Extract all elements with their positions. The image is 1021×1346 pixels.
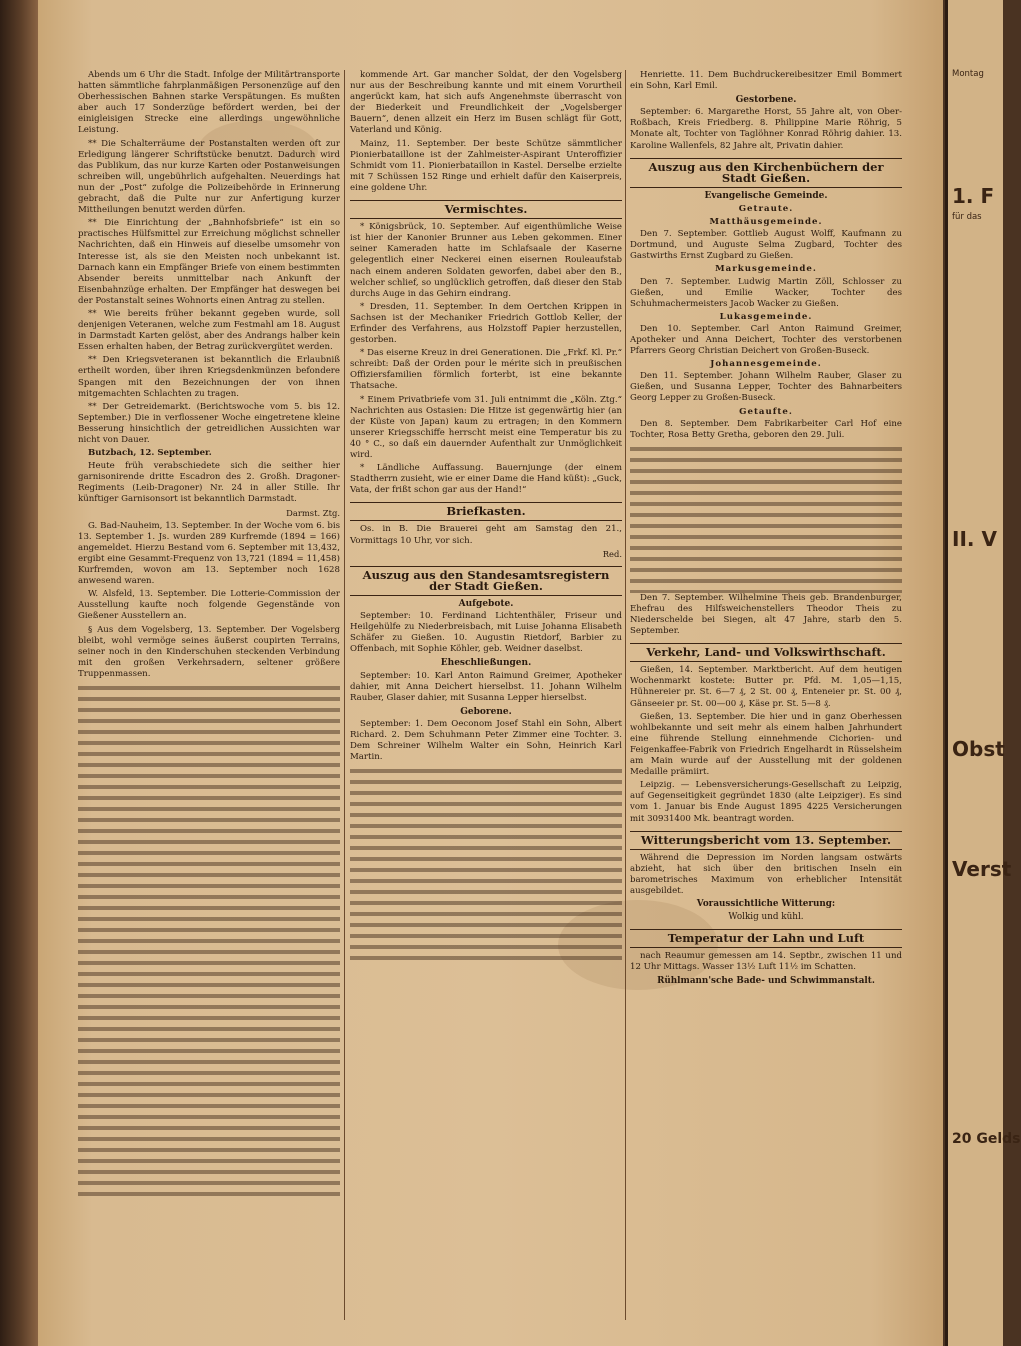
subheading-geborene: Geborene. [460, 706, 512, 717]
register-entry: September: 10. Ferdinand Lichtenthäler, Friseur und Heilgehülfe zu Niederbreisbach, mit Luise Johanna Elisabeth Schäfer zu Gießen. 10. Augustin Rietdorf, Barbier zu Offenbach, mit Sophie Köhler, geb. Weidner daselbst. [350, 611, 622, 655]
article-paragraph: Mainz, 11. September. Der beste Schütze sämmtlicher Pionierbataillone ist der Zahlmeister-Aspirant Unteroffizier Schmidt vom 11. Pionierbataillon in Kastel. Derselbe erzielte mit 7 Schüssen 152 Ringe und erhielt dafür den Kaiserpreis, eine goldene Uhr. [350, 138, 622, 193]
article-paragraph: Heute früh verabschiedete sich die seither hier garnisonirende dritte Escadron des 2. Großh. Dragoner-Regiments (Leib-Dragoner) Nr. 24 in aller Stille. Ihr künftiger Garnisonsort ist bekanntlich Darmstadt. [78, 461, 340, 505]
parish-name: Johannesgemeinde. [710, 359, 822, 370]
section-heading-verkehr: Verkehr, Land- und Volkswirthschaft. [630, 643, 902, 662]
article-paragraph: nach Reaumur gemessen am 14. Septbr., zwischen 11 und 12 Uhr Mittags. Wasser 13½ Luft 11½ im Schatten. [630, 951, 902, 973]
section-heading-temperatur: Temperatur der Lahn und Luft [630, 929, 902, 948]
column-3 [630, 70, 902, 1325]
article-paragraph: * Dresden, 11. September. In dem Oertchen Krippen in Sachsen ist der Mechaniker Friedrich Gottlob Keller, der Erfinder des Verfahrens, aus Holzstoff Papier herzustellen, gestorben. [350, 301, 622, 346]
article-paragraph: Leipzig. — Lebensversicherungs-Gesellschaft zu Leipzig, auf Gegenseitigkeit gegründet 1830 (alte Leipziger). Es sind vom 1. Januar bis Ende August 1895 4225 Versicherungen mit 30931400 Mk. beantragt worden. [630, 780, 902, 824]
section-heading-vermischtes: Vermischtes. [350, 200, 622, 219]
article-source: Red. [602, 548, 622, 559]
subheading-getraute: Getraute. [738, 203, 794, 214]
article-paragraph: * Ländliche Auffassung. Bauernjunge (der einem Stadtherrn zusieht, wie er einer Dame die Hand küßt): „Guck, Vata, der frißt schon gar aus der Hand!“ [350, 463, 622, 496]
article-paragraph: * Das eiserne Kreuz in drei Generationen. Die „Frkf. Kl. Pr.“ schreibt: Daß der Orden pour le mérite sich in preußischen Offiziersfamilien förmlich forterbt, ist eine bekannte Thatsache. [350, 348, 622, 392]
subheading-eheschliessungen: Eheschließungen. [440, 658, 532, 669]
newspaper-page [38, 0, 943, 1346]
source-line: Rühlmann'sche Bade- und Schwimmanstalt. [657, 975, 875, 986]
article-dateline: Butzbach, 12. September. [88, 448, 212, 459]
article-paragraph: * Einem Privatbriefe vom 31. Juli entnimmt die „Köln. Ztg.“ Nachrichten aus Ostasien: Die Hitze ist gegenwärtig hier (an der Küste von Japan) kaum zu ertragen; in den Kommern unserer Kriegsschiffe herrscht meist eine Temperatur bis zu 40 ° C., so daß ein dauernder Aufenthalt zur Unmöglichkeit wird. [350, 394, 622, 460]
article-paragraph: Während die Depression im Norden langsam ostwärts abzieht, hat sich über den britischen Inseln ein barometrisches Maximum von erheblicher Intensität ausgebildet. [630, 852, 902, 896]
article-paragraph: * Königsbrück, 10. September. Auf eigenthümliche Weise ist hier der Kanonier Brunner aus Leben gekommen. Einer seiner Kameraden hatte im Schlafsaale der Kaserne gelegentlich einer Neckerei einen eisernen Rouleaufstab nach einem anderen Soldaten geworfen, dabei aber den B., welcher schlief, so unglücklich getroffen, daß dieser den Stab durchs Auge in das Gehirn eindrang. [350, 222, 622, 299]
article-paragraph: G. Bad-Nauheim, 13. September. In der Woche vom 6. bis 13. September 1. Js. wurden 289 Kurfremde (1894 = 166) angemeldet. Hierzu Bestand vom 6. September mit 13,432, ergibt eine Gesammt-Frequenz von 13,721 (1894 = 11,458) Kurfremden, wovon am 13. September noch 1628 anwesend waren. [78, 520, 340, 587]
illegible-text-block [78, 682, 340, 1202]
column-1 [78, 70, 340, 1325]
register-entry: Den 7. September. Gottlieb August Wolff, Kaufmann zu Dortmund, und Auguste Selma Zugbard, Tochter des Gastwirths Ernst Zugbard zu Gießen. [630, 229, 902, 262]
book-spine [0, 0, 38, 1346]
adjacent-fragment: 1. F [952, 184, 995, 208]
subheading-gestorbene: Gestorbene. [735, 95, 797, 106]
article-paragraph: Gießen, 13. September. Die hier und in ganz Oberhessen wohlbekannte und seit mehr als einem halben Jahrhundert eine führende Stellung einnehmende Cichorien- und Feigenkaffee-Fabrik von Friedrich Engelhardt in Rüsselsheim am Main wurde auf der Ausstellung mit der goldenen Medaille prämiirt. [630, 711, 902, 778]
parish-name: Lukasgemeinde. [719, 311, 813, 322]
column-2 [350, 70, 622, 1325]
illegible-text-block [630, 443, 902, 593]
adjacent-fragment: Obst [952, 737, 1005, 761]
adjacent-fragment: Montag [952, 69, 984, 79]
parish-name: Matthäusgemeinde. [709, 217, 823, 228]
register-entry: Den 7. September. Wilhelmine Theis geb. Brandenburger, Ehefrau des Hilfsweichenstellers Theodor Theis zu Niederschelde bei Siegen, alt 47 Jahre, starb den 5. September. [630, 592, 902, 637]
column-rule [344, 70, 345, 1320]
illegible-text-block [350, 765, 622, 965]
article-paragraph: kommende Art. Gar mancher Soldat, der den Vogelsberg nur aus der Beschreibung kannte und mit einem Vorurtheil angerückt kam, hat sich aufs Angenehmste überrascht von der Biederkeit und Freundlichkeit der „Vogelsberger Bauern“, denen allzeit ein Herz im Busen schlägt für Gott, Vaterland und König. [350, 70, 622, 136]
section-heading-kirchenbuecher: Auszug aus den Kirchenbüchern der Stadt Gießen. [630, 158, 902, 188]
column-rule [625, 70, 626, 1320]
article-paragraph: ** Die Schalterräume der Postanstalten werden oft zur Erledigung längerer Schriftstücke benutzt. Dadurch wird das Publikum, das nur kurze Karten oder Postanweisungen schreiben will, ungebührlich aufgehalten. Neuerdings hat nun der „Post“ zufolge die Polizeibehörde in Erinnerung gebracht, daß die Pulte nur zur Anfertigung kurzer Mittheilungen benutzt werden dürfen. [78, 138, 340, 216]
adjacent-fragment: für das [952, 212, 982, 222]
article-paragraph: Os. in B. Die Brauerei geht am Samstag den 21., Vormittags 10 Uhr, vor sich. [350, 524, 622, 546]
parish-name: Markusgemeinde. [715, 264, 817, 275]
forecast-label: Voraussichtliche Witterung: [696, 899, 836, 910]
register-entry: Den 7. September. Ludwig Martin Zöll, Schlosser zu Gießen, und Emilie Wacker, Tochter des Schuhmachermeisters Jacob Wacker zu Gießen. [630, 276, 902, 309]
adjacent-page-edge [945, 0, 1021, 1346]
register-entry: Den 10. September. Carl Anton Raimund Greimer, Apotheker und Anna Deichert, Tochter des verstorbenen Pfarrers Georg Christian Deichert von Großen-Buseck. [630, 323, 902, 357]
section-heading-witterung: Witterungsbericht vom 13. September. [630, 831, 902, 850]
adjacent-fragment: 20 Gelds [952, 1131, 1021, 1147]
article-paragraph: Gießen, 14. September. Marktbericht. Auf dem heutigen Wochenmarkt kostete: Butter pr. Pfd. M. 1,05—1,15, Hühnereier pr. St. 6—7 ₰, 2 St. 00 ₰, Enteneier pr. St. 00 ₰, Gänseeier pr. St. 00—00 ₰, Käse pr. St. 5—8 ₰. [630, 665, 902, 709]
register-entry: September: 10. Karl Anton Raimund Greimer, Apotheker dahier, mit Anna Deichert hierselbst. 11. Johann Wilhelm Rauber, Glaser dahier, mit Susanna Lepper hierselbst. [350, 670, 622, 703]
register-entry: Den 11. September. Johann Wilhelm Rauber, Glaser zu Gießen, und Susanna Lepper, Tochter des Bahnarbeiters Georg Lepper zu Großen-Buseck. [630, 371, 902, 404]
article-paragraph: Abends um 6 Uhr die Stadt. Infolge der Militärtransporte hatten sämmtliche fahrplanmäßigen Personenzüge auf den Oberhessischen Bahnen starke Verspätungen. Es mußten aber auch 17 Sonderzüge befördert werden, bei der einigleisigen Strecke eine allerdings ungewöhnliche Leistung. [78, 70, 340, 136]
subheading-evangelische-gemeinde: Evangelische Gemeinde. [704, 190, 828, 201]
section-heading-briefkasten: Briefkasten. [350, 502, 622, 521]
adjacent-fragment: Verst [952, 857, 1012, 881]
adjacent-fragment: II. V [952, 527, 997, 551]
subheading-getaufte: Getaufte. [739, 406, 793, 417]
section-heading-standesamt: Auszug aus den Standesamtsregistern der Stadt Gießen. [350, 566, 622, 596]
article-paragraph: W. Alsfeld, 13. September. Die Lotterie-Commission der Ausstellung kaufte noch folgende Gegenstände von Gießener Ausstellern an. [78, 589, 340, 622]
article-paragraph: ** Wie bereits früher bekannt gegeben wurde, soll denjenigen Veteranen, welche zum Festmahl am 18. August in Darmstadt Karten gelöst, aber des Andrangs halber kein Essen erhalten haben, der Betrag zurückvergütet werden. [78, 308, 340, 353]
article-paragraph: ** Den Kriegsveteranen ist bekanntlich die Erlaubniß ertheilt worden, über ihren Kriegsdenkmünzen befondere Spangen mit den Bezeichnungen der von ihnen mitgemachten Schlachten zu tragen. [78, 355, 340, 399]
register-entry: Den 8. September. Dem Fabrikarbeiter Carl Hof eine Tochter, Rosa Betty Gretha, geboren den 29. Juli. [630, 418, 902, 440]
subheading-aufgebote: Aufgebote. [458, 598, 514, 609]
forecast-value: Wolkig und kühl. [728, 912, 804, 923]
register-entry: September: 1. Dem Oeconom Josef Stahl ein Sohn, Albert Richard. 2. Dem Schuhmann Peter Zimmer eine Tochter. 3. Dem Schreiner Wilhelm Walter ein Sohn, Heinrich Karl Martin. [350, 718, 622, 763]
article-source: Darmst. Ztg. [286, 507, 340, 518]
register-entry: Henriette. 11. Dem Buchdruckereibesitzer Emil Bommert ein Sohn, Karl Emil. [630, 70, 902, 92]
article-paragraph: ** Der Getreidemarkt. (Berichtswoche vom 5. bis 12. September.) Die in verflossener Woche eingetretene kleine Besserung hinsichtlich der getreidlichen Aussichten war nicht von Dauer. [78, 401, 340, 445]
register-entry: September: 6. Margarethe Horst, 55 Jahre alt, von Ober-Roßbach, Kreis Friedberg. 8. Philippine Marie Röhrig, 5 Monate alt, Tochter von Taglöhner Konrad Röhrig dahier. 13. Karoline Wallenfels, 82 Jahre alt, Privatin dahier. [630, 107, 902, 151]
article-paragraph: § Aus dem Vogelsberg, 13. September. Der Vogelsberg bleibt, wohl vermöge seines äußerst coupirten Terrains, seiner noch in den Kinderschuhen steckenden Verbindung mit den großen Verkehrsadern, seltener größere Truppenmassen. [78, 624, 340, 679]
article-paragraph: ** Die Einrichtung der „Bahnhofsbriefe“ ist ein so practisches Hülfsmittel zur Erreichung möglichst schneller Nachrichten, daß ein Hinweis auf dieselbe umsomehr von Interesse ist, als sie den Meisten noch unbekannt ist. Darnach kann ein Empfänger Briefe von einem bestimmten Absender bereits unmittelbar nach Ankunft der Eisenbahnzüge erhalten. Der Empfänger hat deswegen bei der Postanstalt seines Wohnorts einen Antrag zu stellen. [78, 218, 340, 306]
